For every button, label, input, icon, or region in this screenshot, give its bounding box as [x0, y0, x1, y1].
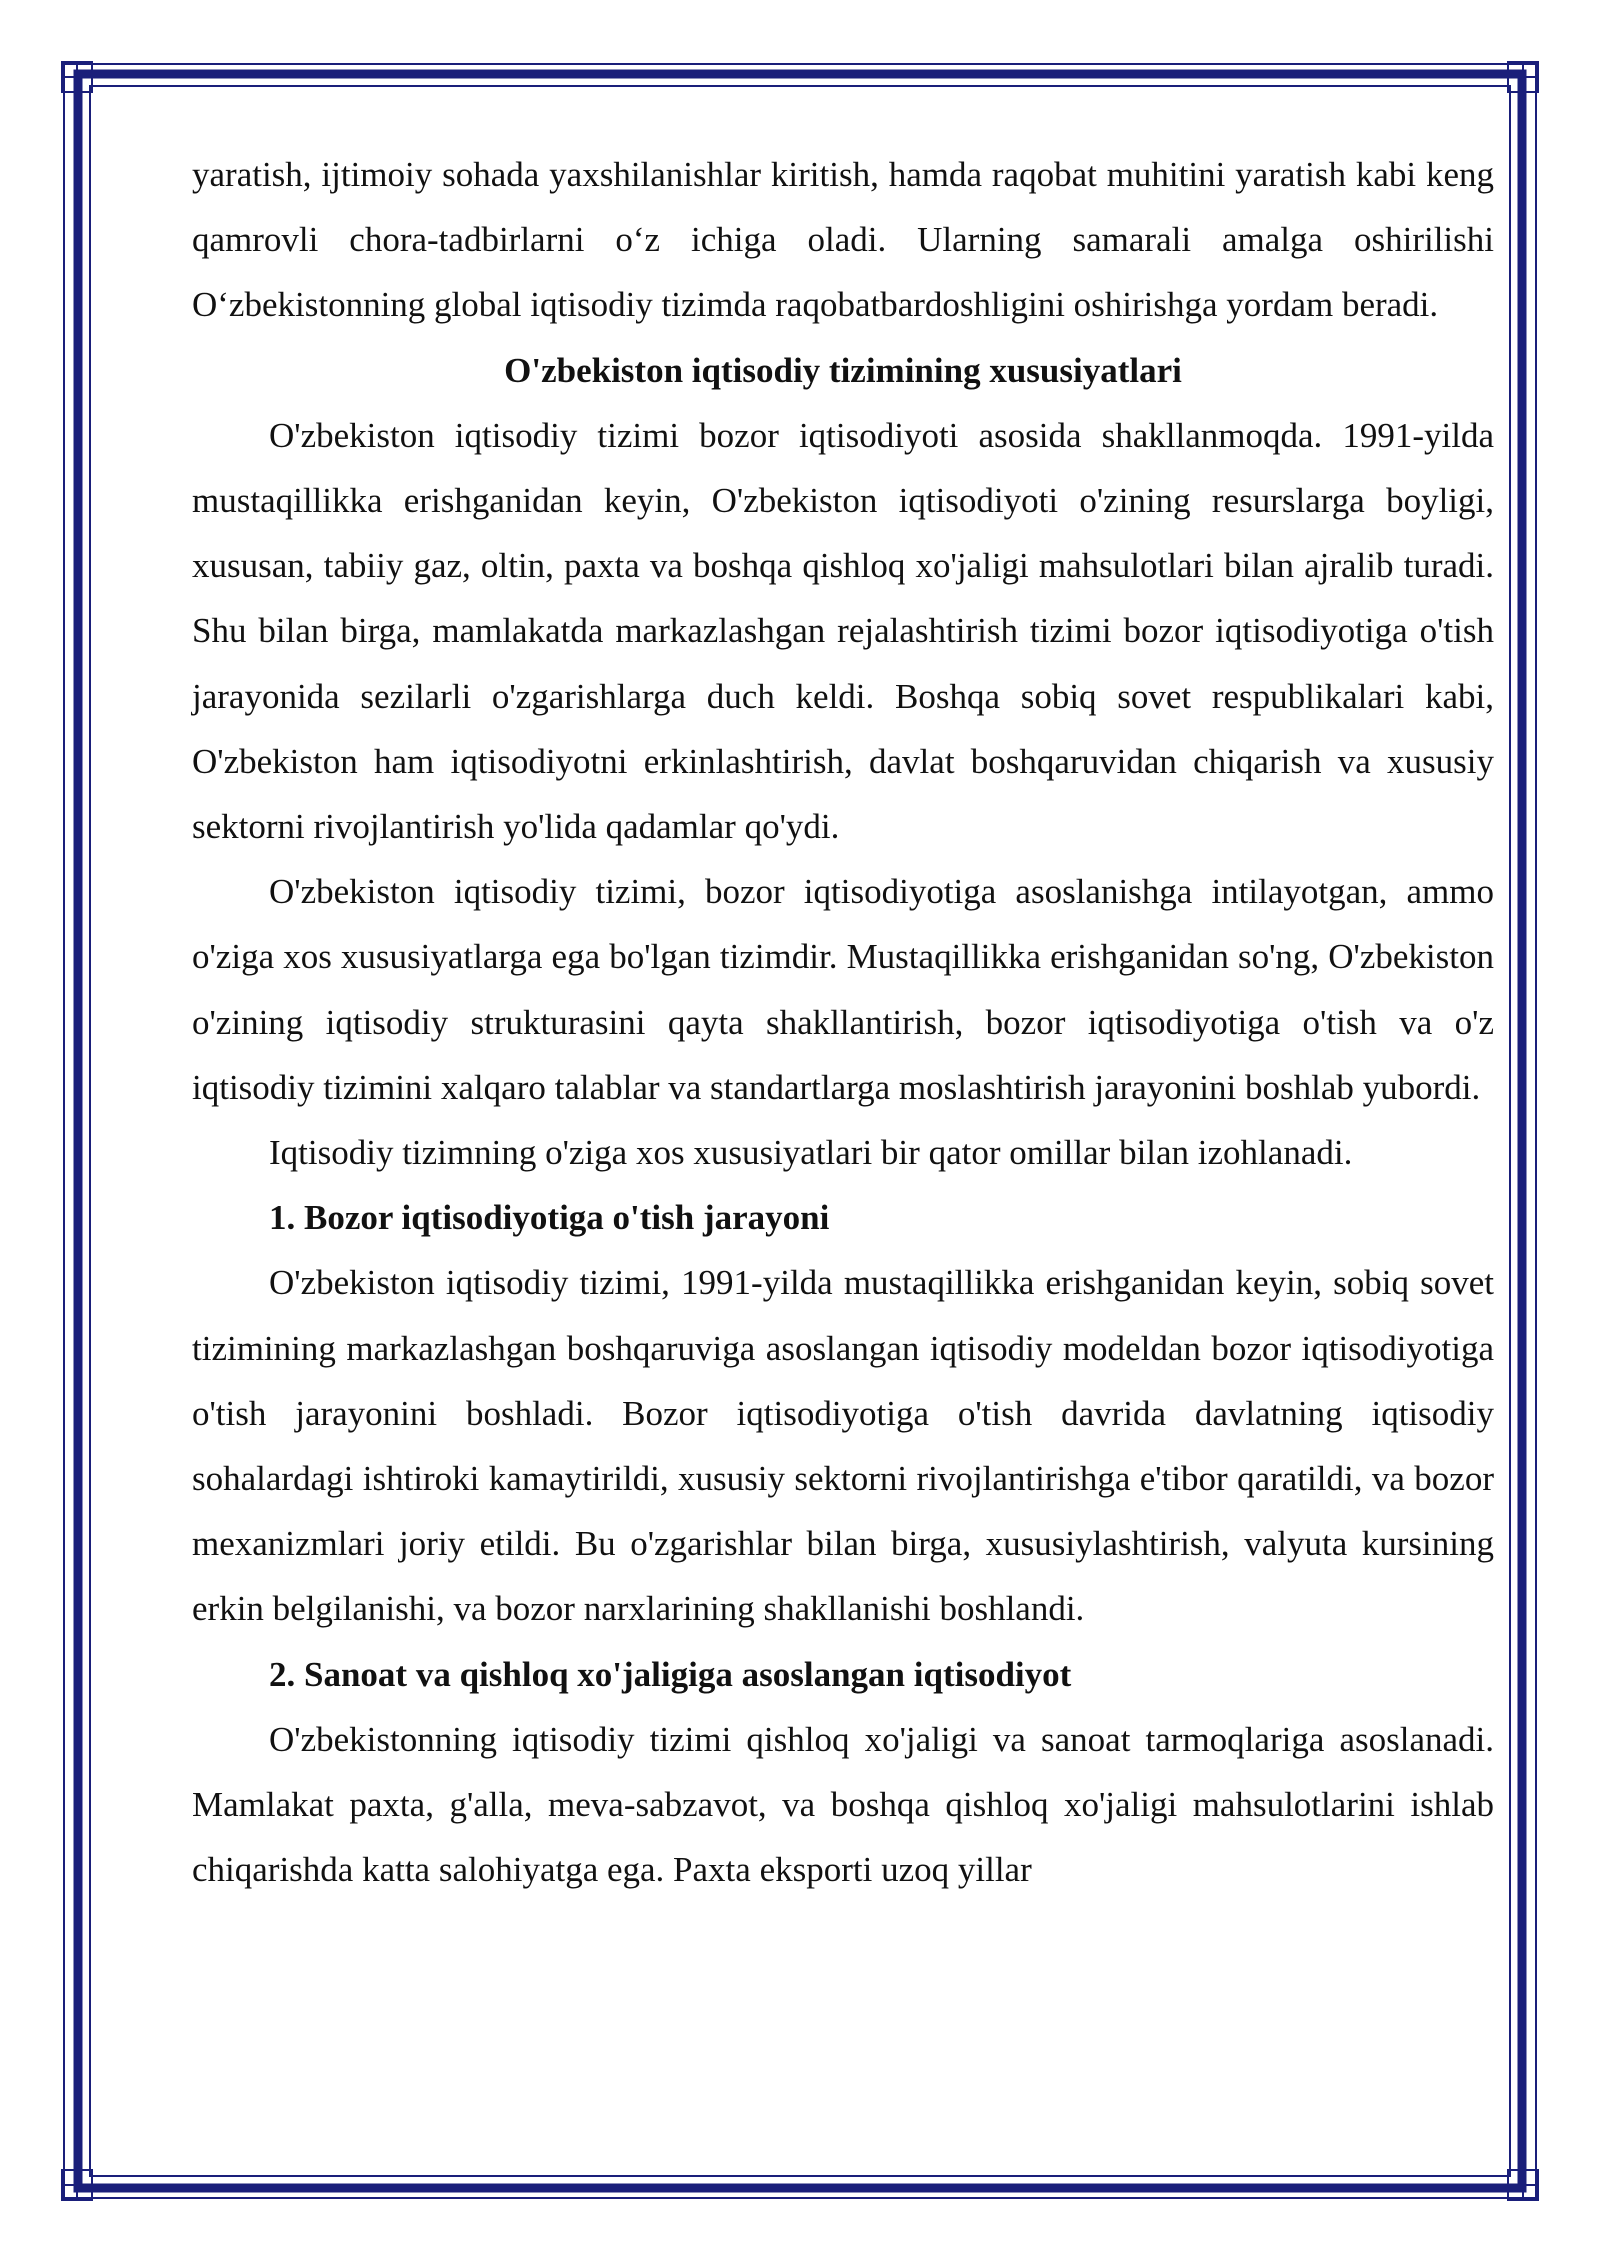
- subheading-1: 1. Bozor iqtisodiyotiga o'tish jarayoni: [269, 1198, 830, 1238]
- section-title: O'zbekiston iqtisodiy tizimining xususiyatlari: [504, 350, 1182, 390]
- document-body: [192, 142, 1494, 1902]
- paragraph-3: Iqtisodiy tizimning o'ziga xos xususiyatlari bir qator omillar bilan izohlanadi.: [269, 1133, 1353, 1173]
- paragraph-5: O'zbekistonning iqtisodiy tizimi qishloq xo'jaligi va sanoat tarmoqlariga asoslanadi. Mamlakat paxta, g'alla, meva-sabzavot, va boshqa qishloq xo'jaligi mahsulotlarini ishlab chiqarishda katta salohiyatga ega. Paxta eksporti uzoq yillar: [192, 1719, 1494, 1890]
- corner-ornament-top-left: [62, 62, 102, 102]
- paragraph-4: O'zbekiston iqtisodiy tizimi, 1991-yilda mustaqillikka erishganidan keyin, sobiq sovet tizimining markazlashgan boshqaruviga asoslangan iqtisodiy modeldan bozor iqtisodiyotiga o'tish jarayonini boshladi. Bozor iqtisodiyotiga o'tish davrida davlatning iqtisodiy sohalardagi ishtiroki kamaytirildi, xususiy sektorni rivojlantirishga e'tibor qaratildi, va bozor mexanizmlari joriy etildi. Bu o'zgarishlar bilan birga, xususiylashtirish, valyuta kursining erkin belgilanishi, va bozor narxlarining shakllanishi boshlandi.: [192, 1263, 1494, 1629]
- intro-paragraph: yaratish, ijtimoiy sohada yaxshilanishlar kiritish, hamda raqobat muhitini yaratish kabi keng qamrovli chora-tadbirlarni o‘z ichiga oladi. Ularning samarali amalga oshirilishi O‘zbekistonning global iqtisodiy tizimda raqobatbardoshligini oshirishga yordam beradi.: [192, 155, 1494, 325]
- corner-ornament-top-right: [1498, 62, 1538, 102]
- subheading-2: 2. Sanoat va qishloq xo'jaligiga asoslangan iqtisodiyot: [269, 1654, 1072, 1694]
- corner-ornament-bottom-left: [62, 2160, 102, 2200]
- paragraph-1: O'zbekiston iqtisodiy tizimi bozor iqtisodiyoti asosida shakllanmoqda. 1991-yilda mustaqillikka erishganidan keyin, O'zbekiston iqtisodiyoti o'zining resurslarga boyligi, xususan, tabiiy gaz, oltin, paxta va boshqa qishloq xo'jaligi mahsulotlari bilan ajralib turadi. Shu bilan birga, mamlakatda markazlashgan rejalashtirish tizimi bozor iqtisodiyotiga o'tish jarayonida sezilarli o'zgarishlarga duch keldi. Boshqa sobiq sovet respublikalari kabi, O'zbekiston ham iqtisodiyotni erkinlashtirish, davlat boshqaruvidan chiqarish va xususiy sektorni rivojlantirish yo'lida qadamlar qo'ydi.: [192, 415, 1494, 847]
- corner-ornament-bottom-right: [1498, 2160, 1538, 2200]
- paragraph-2: O'zbekiston iqtisodiy tizimi, bozor iqtisodiyotiga asoslanishga intilayotgan, ammo o'ziga xos xususiyatlarga ega bo'lgan tizimdir. Mustaqillikka erishganidan so'ng, O'zbekiston o'zining iqtisodiy strukturasini qayta shakllantirish, bozor iqtisodiyotiga o'tish va o'z iqtisodiy tizimini xalqaro talablar va standartlarga moslashtirish jarayonini boshlab yubordi.: [192, 872, 1494, 1107]
